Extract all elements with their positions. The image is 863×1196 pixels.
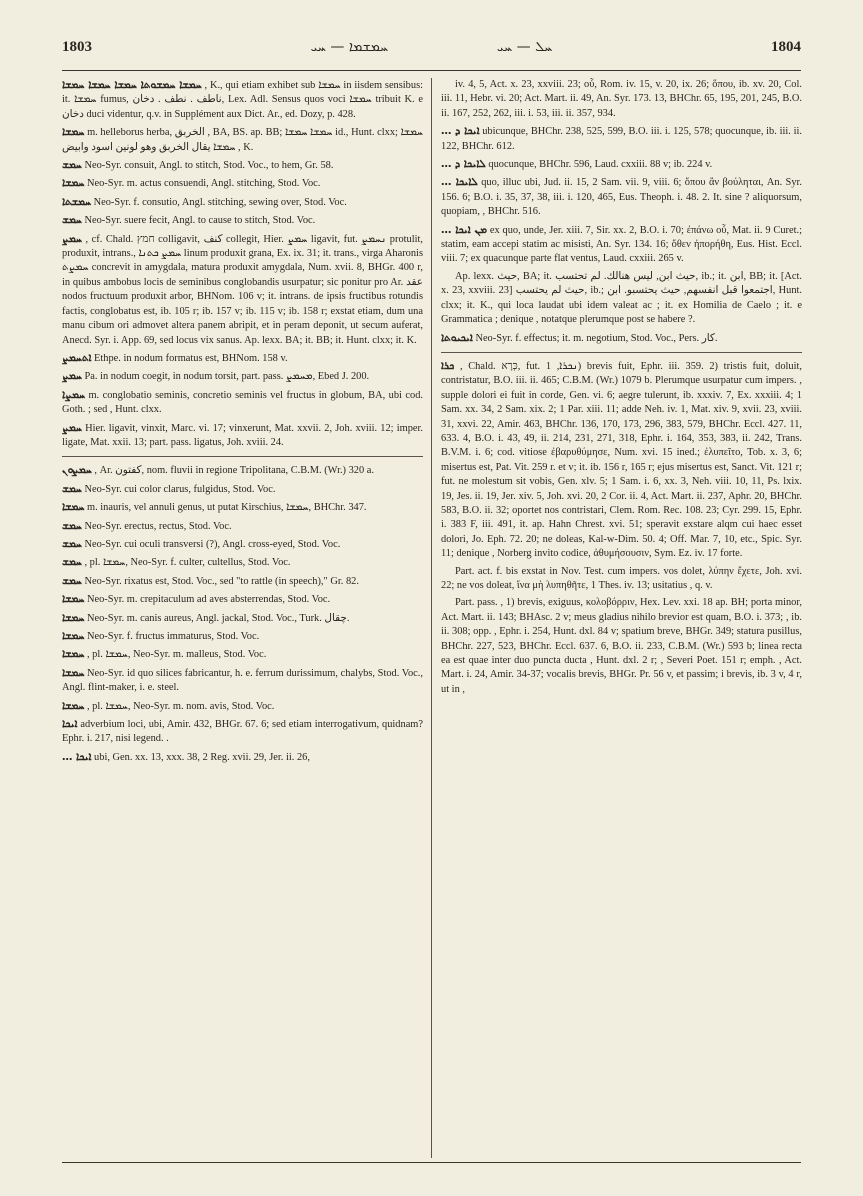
dictionary-entry bbox=[62, 666, 423, 696]
entry-headword: ܚܡܨܐ bbox=[62, 388, 85, 401]
dictionary-entry bbox=[62, 750, 423, 765]
entry-headword: ܚܡܫܐ bbox=[62, 501, 85, 514]
entry-headword: ܚܡܫܐ ܚܡܫܘܬܐ ܚܡܫܐ ܚܡܫܐ ܚܡܫܐ bbox=[62, 79, 202, 91]
right-page-number: 1804 bbox=[770, 38, 801, 55]
entry-headword: ܐܝܟܐ bbox=[62, 718, 78, 731]
entry-text: , Ar. كفتون, nom. fluvii in regione Tripolitana, C.B.M. (Wr.) 320 a. bbox=[94, 465, 375, 477]
left-page-number: 1803 bbox=[62, 38, 92, 55]
entry-text: ubi, Gen. xx. 13, xxx. 38, 2 Reg. xvii. 29, Jer. ii. 26, bbox=[94, 751, 310, 763]
entry-headword: … ܡܢ ܐܝܟܐ bbox=[441, 223, 487, 236]
dictionary-entry bbox=[441, 157, 802, 172]
entry-text: , Chald. כְּרָא, fut. ܢܟܪܐ, 1) brevis fuit, Ephr. iii. 359. 2) tristis fuit, doluit, contristatur, B.O. iii. ii. 465; C.B.M. (Wr.) 1079 b. Plerumque usurpatur cum impers. , supple dolori ei fuit in corde, Gen. vi. 6; aegre tulerunt, ib. xxxiv. 7, Ex. xxxiii. 4; 1 Sam. xx. 34, 2 Sam. xix. 2; 1 Par. xiii. 11; adde Neh. iv. 1, Mat. xiv. 9, xvii. 23, xviii. 31, xxvi. 22, Amir. 463, BHChr. 136, 170, 173, 296, 383, 579, BHChr. Eccl. 427. 11, 633. 4, B.O. i. 43, 49, ii. 214, 231, 271, 318, Ephr. i. 164, 353, 383, ii. 242, Trans. B.V.M. i. 6; cod. vitiose ἐβαρυθύμησε, Num. xvi. 15 ined.; ἐλυπεῖτο, Tob. x. 3, 6; misertus est, Pat. Vit. 259 r. et v; it. ib. 156 r, 165 r; ejus misertus est, Sanct. Vit. 121 r; fut. ne molestum sit vobis, Gen. xlv. 5; 1 Sam. i. 6, xx. 3, Neh. viii. 10, 11, Ps. lxix. 19, Jes. ii. 19, Jer. xiv. 5, Joh. xvi. 20, 2 Cor. ii. 4, Act. Mart. ii. 237, Aphr. 20, BHChr. 583, B.O. ii. 32; oportet nos contristari, Clem. Rom. Rec. 108. 23; Cyr. 299. 15, Ephr. i. 383 F, iii. 491, it. ap. Hahn Chrest. xvi. 51; speravit exstare alqm cui haec esset dolori, Jo. Eph. 72. 20; ne doleas, Kal-w-Dim. 50. 4; Off. Mar. 7, 10, etc., Spic. Syr. 11; denique , Norberg invito codice, ἀθυμήσουσιν, Sym. Ez. iv. 17 forte. bbox=[441, 360, 802, 560]
dictionary-entry bbox=[441, 223, 802, 267]
left-column bbox=[62, 78, 431, 1158]
entry-headword: ܚܡܫܐ bbox=[62, 126, 85, 139]
dictionary-entry bbox=[441, 331, 802, 346]
dictionary-entry bbox=[62, 500, 423, 515]
entry-headword: ܚܡܫ bbox=[62, 537, 82, 550]
dictionary-entry bbox=[62, 369, 423, 384]
entry-text: Hier. ligavit, vinxit, Marc. vi. 17; vinxerunt, Mat. xxvii. 2, Joh. xviii. 12; imper. ligate, Mat. xxii. 13; part. pass. ligatus, Joh. xviii. 24. bbox=[62, 422, 423, 448]
entry-headword: ܚܡܫܐ bbox=[62, 699, 85, 712]
entry-headword: ܚܡܫܐ bbox=[62, 666, 85, 679]
entry-text: m. helleborus herba, الخربق , BA, BS. ap. BB; ܚܡܫܐ ܚܡܫܐ id., Hunt. clxx; ܚܡܫܐ ܚܡܫܐ يقال الخربق وهو لونين اسود وابيض , K. bbox=[62, 127, 423, 153]
dictionary-entry bbox=[62, 611, 423, 626]
dictionary-entry bbox=[62, 482, 423, 497]
entry-text: Neo-Syr. consuit, Angl. to stitch, Stod. Voc., to hem, Gr. 58. bbox=[84, 160, 334, 172]
entry-headword: ܚܡܫ bbox=[62, 159, 82, 172]
entry-text: Neo-Syr. rixatus est, Stod. Voc., sed "to rattle (in speech)," Gr. 82. bbox=[84, 575, 359, 587]
entry-headword: … ܠܐܝܟܐ ܕ bbox=[441, 158, 486, 171]
right-running-title: ܚܠ — ܚܝ bbox=[496, 39, 553, 55]
left-running-title: ܚܡܫܡܐ — ܚܝ bbox=[310, 39, 389, 55]
dictionary-entry bbox=[441, 359, 802, 562]
entry-text: quocunque, BHChr. 596, Laud. cxxiii. 88 v; ib. 224 v. bbox=[488, 159, 713, 171]
entry-headword: ܚܡܫܐ bbox=[62, 648, 85, 661]
dictionary-columns bbox=[62, 78, 802, 1158]
entry-text: Neo-Syr. m. actus consuendi, Angl. stitching, Stod. Voc. bbox=[86, 178, 321, 190]
entry-headword: … ܐܝܟܐ ܕ bbox=[441, 125, 480, 138]
entry-text: Ap. lexx. حيث, BA; it. حيث ابن, ليس هنالك. لم تحتسب, ib.; it. ابن, BB; it. [Act. x. 23, xxviii. 23] حيث لم يحتسب, ib.; اجتمعوا قبل انفسهم, حيث يحتسبو. ابن, Hunt. clxx; it. K., qui loca laudat ubi idem valeat ac ; it. ex Homilia de Caelo ; it. e Grammatica ; denique , notatque plerumque post se habere ?. bbox=[441, 270, 802, 326]
entry-text: ex quo, unde, Jer. xiii. 7, Sir. xx. 2, B.O. i. 70; ἐπάνω οὗ, Mat. ii. 9 Curet.; statim, eam accepi statim ac misisti, An. Syr. 134. 16; ὅθεν ἠπορήθη, Eus. Hist. Eccl. viii. 7; ex quacunque parte flat ventus, Laud. cxxiii. 265 v. bbox=[441, 224, 802, 265]
entry-headword: ܟܪܐ bbox=[441, 359, 455, 372]
entry-text: , K., qui etiam exhibet sub ܚܡܫܐ in iisdem sensibus: it. ܚܡܫܐ fumus, ناطف . نطف . دخان, Lex. Adl. Sensus quos voci ܚܡܫܐ tribuit K. e دخان duci videntur, q.v. in Supplément aux Dict. Ar., ed. Dozy, p. 428. bbox=[62, 80, 423, 120]
entry-headword: … ܠܐܝܟܐ bbox=[441, 176, 478, 189]
entry-headword: ܚܡܨ bbox=[62, 421, 82, 434]
entry-headword: ܚܡܫܐ bbox=[62, 611, 85, 624]
dictionary-entry bbox=[62, 592, 423, 607]
header-rule bbox=[62, 70, 801, 71]
entry-text: , cf. Chald. חמץ colligavit, كنف collegit, Hier. ܚܡܨ ligavit, fut. ܢܚܡܨ protulit, produxit, intrans., ܚܡܨ ܟܬܢܐ linum produxit grana, Ex. ix. 31; it. trans., virga Aharonis ܚܡܨܬ concrevit in amygdala, matura produxit amygdala, Num. xvii. 8, BHGr. 400 r, in quibus ambobus locis de seminibus conglobandis usurpatur; sic ponitur pro Ar. عقد nodos fructuum produxit arbor, BHNom. 106 v; it. intrans. de ipsis fructibus rotundis factis, conglobatus est, ib. 105 r; ib. 157 v; ib. 115 v; ib. 158 r; exstat etiam, dum una manu cibum ori admovet altera panem abripit, et in peram deponit, ut secum auferat, Anecd. Syr. i. App. 69, sed locus vix sanus. Ap. lexx. BA; it. BB; it. Hunt. clxx; it. K. bbox=[62, 233, 423, 346]
entry-headword: ܚܡܫܐ bbox=[62, 177, 85, 190]
dictionary-entry bbox=[62, 125, 423, 155]
entry-text: , pl. ܚܡܫܐ, Neo-Syr. f. culter, cultellus, Stod. Voc. bbox=[84, 557, 291, 569]
entry-text: Neo-Syr. erectus, rectus, Stod. Voc. bbox=[84, 520, 232, 532]
entry-text: Ethpe. in nodum formatus est, BHNom. 158 v. bbox=[94, 352, 288, 364]
dictionary-entry bbox=[62, 351, 423, 366]
entry-text: Neo-Syr. f. fructus immaturus, Stod. Voc. bbox=[86, 631, 260, 642]
page-header bbox=[62, 36, 801, 58]
entry-text: Pa. in nodum coegit, in nodum torsit, part. pass. ܡܚܡܨ, Ebed J. 200. bbox=[84, 371, 370, 383]
entry-headword: ܚܡܨ bbox=[62, 370, 82, 383]
dictionary-entry bbox=[62, 555, 423, 570]
entry-separator bbox=[62, 456, 423, 457]
dictionary-entry bbox=[62, 232, 423, 348]
dictionary-entry bbox=[62, 195, 423, 210]
dictionary-entry bbox=[441, 124, 802, 154]
entry-headword: ܚܡܫ bbox=[62, 519, 82, 532]
entry-headword: ܚܡܫ bbox=[62, 556, 82, 569]
entry-text: Neo-Syr. cui color clarus, fulgidus, Stod. Voc. bbox=[84, 483, 276, 495]
entry-text: , pl. ܚܡܫܐ, Neo-Syr. m. malleus, Stod. Voc. bbox=[86, 649, 267, 661]
dictionary-entry bbox=[62, 388, 423, 418]
entry-text: , pl. ܚܡܫܐ, Neo-Syr. m. nom. avis, Stod. Voc. bbox=[86, 700, 275, 712]
entry-text: quo, illuc ubi, Jud. ii. 15, 2 Sam. vii. 9, viii. 6; ὅπου ἂν βούληται, An. Syr. 156. 6; B.O. i. 35, 37, 38, iii. i. 120, 465, Eus. Theoph. i. 48. 2. It. sine ? aliquorsum, quopiam, , BHChr. 516. bbox=[441, 177, 802, 218]
entry-headword: ܚܡܫ bbox=[62, 574, 82, 587]
entry-text: Neo-Syr. f. consutio, Angl. stitching, sewing over, Stod. Voc. bbox=[93, 196, 347, 208]
entry-headword: ܐܬܚܡܨ bbox=[62, 351, 92, 364]
dictionary-entry bbox=[62, 629, 423, 644]
entry-text: Neo-Syr. cui oculi transversi (?), Angl. cross-eyed, Stod. Voc. bbox=[84, 538, 341, 550]
entry-text: Neo-Syr. m. canis aureus, Angl. jackal, Stod. Voc., Turk. چقال. bbox=[86, 612, 350, 624]
entry-headword: ܚܡܨܘܢ bbox=[62, 464, 92, 477]
footer-rule bbox=[62, 1162, 801, 1163]
dictionary-entry bbox=[62, 463, 423, 478]
dictionary-entry bbox=[62, 699, 423, 714]
entry-headword: ܚܡܨ bbox=[62, 232, 82, 245]
dictionary-entry bbox=[441, 565, 802, 594]
entry-text: Neo-Syr. id quo silices fabricantur, h. e. ferrum durissimum, chalybs, Stod. Voc., Angl. flint-maker, i. e. steel. bbox=[62, 667, 423, 694]
dictionary-entry bbox=[62, 421, 423, 451]
dictionary-entry bbox=[62, 717, 423, 747]
dictionary-entry bbox=[62, 158, 423, 173]
entry-separator bbox=[441, 352, 802, 353]
dictionary-entry bbox=[441, 596, 802, 697]
entry-text: m. inauris, vel annuli genus, ut putat Kirschius, ܚܡܫܐ, BHChr. 347. bbox=[86, 502, 367, 514]
dictionary-entry bbox=[441, 78, 802, 121]
entry-headword: ܚܡܫܬܐ bbox=[62, 195, 91, 208]
entry-text: adverbium loci, ubi, Amir. 432, BHGr. 67. 6; sed etiam interrogativum, quidnam? Ephr. i. 217, nisi legend. . bbox=[62, 719, 423, 745]
dictionary-entry bbox=[62, 574, 423, 589]
entry-text: Part. act. f. bis exstat in Nov. Test. cum impers. vos dolet, λύπην ἔχετε, Joh. xvi. 22; ne vos doleat, ἵνα μὴ λυπηθῆτε, 1 Thes. iv. 13; usitatius , q. v. bbox=[441, 565, 802, 591]
dictionary-entry bbox=[62, 176, 423, 191]
entry-headword: ܚܡܫ bbox=[62, 214, 82, 227]
entry-text: Neo-Syr. suere fecit, Angl. to cause to stitch, Stod. Voc. bbox=[84, 215, 316, 227]
entry-headword: ܚܡܫܐ bbox=[62, 593, 85, 606]
dictionary-entry bbox=[62, 78, 423, 122]
entry-headword: … ܐܝܟܐ bbox=[62, 750, 92, 763]
entry-headword: ܚܡܫܐ bbox=[62, 630, 85, 642]
entry-text: Neo-Syr. m. crepitaculum ad aves absterrendas, Stod. Voc. bbox=[86, 594, 331, 606]
entry-text: Part. pass. , 1) brevis, exiguus, κολοβόρριν, Hex. Lev. xxi. 18 ap. BH; porta minor, Act. Mart. ii. 143; BHAsc. 2 v; meus gladius nihilo brevior est quam, B.O. i. 373; , ib. ii. 308; opp. , Ephr. i. 254, Hunt. dxl. 84 v; spatium breve, BHGr. 349; statura pusillus, BHChr. 227, 523, BHChr. Eccl. 637. 6, B.O. ii. 233, C.B.M. (Wr.) 593 b; linea recta ea est quae inter duo puncta ducta , Hunt. dxl. 2 r; , Severi Poet. 151 r; emph. , Act. Mart. i. 24, Amir. 34-37; vocalis brevis, BHGr. Pr. 56 v, et passim; i brevis, ib. 3 v, 4 r, ut in , bbox=[441, 597, 802, 695]
entry-text: m. conglobatio seminis, concretio seminis vel fructus in globum, BA, ubi cod. Goth. ; sed , Hunt. clxx. bbox=[62, 389, 423, 416]
dictionary-entry bbox=[441, 270, 802, 328]
entry-headword: ܐܝܟܝܘܬܐ bbox=[441, 331, 473, 344]
dictionary-entry bbox=[62, 519, 423, 534]
entry-text: iv. 4, 5, Act. x. 23, xxviii. 23; οὗ, Rom. iv. 15, v. 20, ix. 26; ὅπου, ib. xv. 20, Col. iii. 11, Hebr. vi. 20; Act. Mart. ii. 49, An. Syr. 173. 13, BHChr. 65, 195, 201, 245, B.O. ii. 167, 252, 262, iii. i. 53, iii. ii. 357, 934. bbox=[441, 79, 802, 119]
dictionary-entry bbox=[62, 647, 423, 662]
dictionary-entry bbox=[62, 537, 423, 552]
entry-text: ubicunque, BHChr. 238, 525, 599, B.O. iii. i. 125, 578; quocunque, ib. iii. ii. 122, BHChr. 612. bbox=[441, 126, 802, 152]
dictionary-entry bbox=[62, 213, 423, 228]
entry-headword: ܚܡܫ bbox=[62, 482, 82, 495]
right-column bbox=[431, 78, 802, 1158]
dictionary-entry bbox=[441, 175, 802, 219]
entry-text: Neo-Syr. f. effectus; it. m. negotium, Stod. Voc., Pers. كار. bbox=[475, 332, 718, 344]
